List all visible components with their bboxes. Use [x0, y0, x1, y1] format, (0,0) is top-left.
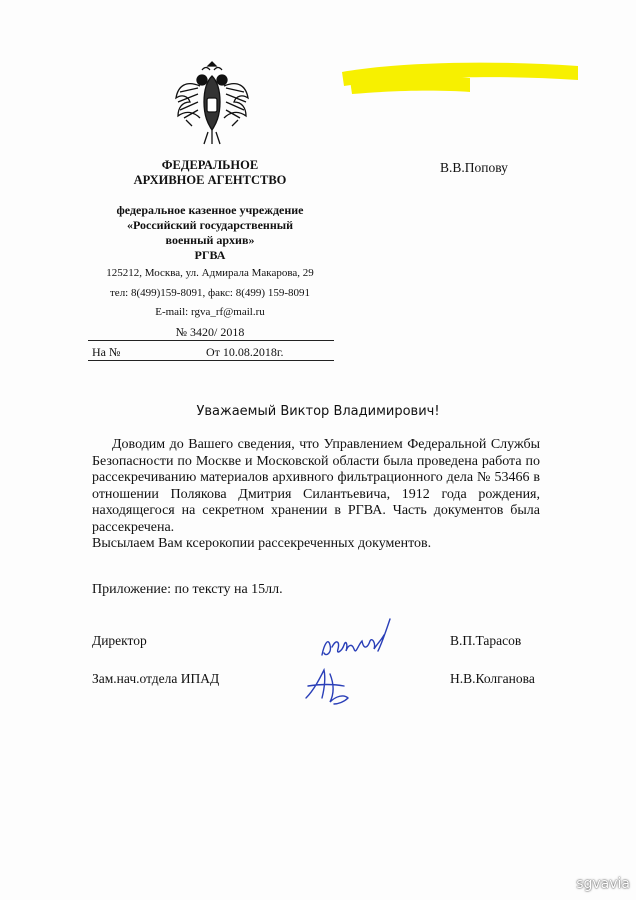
phone-fax: тел: 8(499)159-8091, факс: 8(499) 159-8091 [110, 287, 310, 299]
email: E-mail: rgva_rf@mail.ru [155, 306, 265, 318]
director-signature [318, 615, 393, 665]
letter-date: От 10.08.2018г. [206, 345, 284, 359]
agency-line-2: АРХИВНОЕ АГЕНТСТВО [133, 173, 287, 187]
reference-number: № 3420/ 2018 [175, 325, 245, 339]
redaction-highlight [340, 56, 580, 96]
addressee-name: В.В.Попову [440, 160, 508, 175]
institution-line-1: федеральное казенное учреждение [116, 203, 304, 217]
agency-line-1: ФЕДЕРАЛЬНОЕ [161, 158, 259, 172]
divider-line-bottom [88, 360, 334, 361]
divider-line-top [88, 340, 334, 341]
institution-line-3: военный архив» [165, 233, 255, 247]
letter-body [92, 437, 540, 553]
institution-line-2: «Российский государственный [126, 218, 294, 232]
director-title: Директор [92, 633, 147, 648]
deputy-title: Зам.нач.отдела ИПАД [92, 671, 220, 686]
agency-name [90, 158, 330, 188]
na-number-label: На № [92, 345, 121, 359]
watermark: sgvavia [576, 876, 630, 892]
deputy-signature [300, 664, 360, 706]
deputy-name: Н.В.Колганова [450, 671, 535, 686]
institution-abbr: РГВА [194, 248, 226, 262]
paragraph-1: Доводим до Вашего сведения, что Управлением Федеральной Службы Безопасности по Москве и Московской области была проведена работа по рассекречиванию материалов архивного фильтрационного дела № 53466 в отношении Полякова Дмитрия Силантьевича, 1912 года рождения, находящегося на секретном хранении в РГВА. Часть документов была рассекречена. [92, 437, 540, 535]
coat-of-arms-emblem [172, 58, 252, 148]
director-name: В.П.Тарасов [450, 633, 522, 648]
paragraph-2: Высылаем Вам ксерокопии рассекреченных документов. [92, 536, 432, 551]
institution-name [90, 203, 330, 263]
greeting: Уважаемый Виктор Владимирович! [196, 404, 440, 419]
postal-address: 125212, Москва, ул. Адмирала Макарова, 29 [106, 267, 314, 279]
attachment-note: Приложение: по тексту на 15лл. [92, 582, 283, 597]
